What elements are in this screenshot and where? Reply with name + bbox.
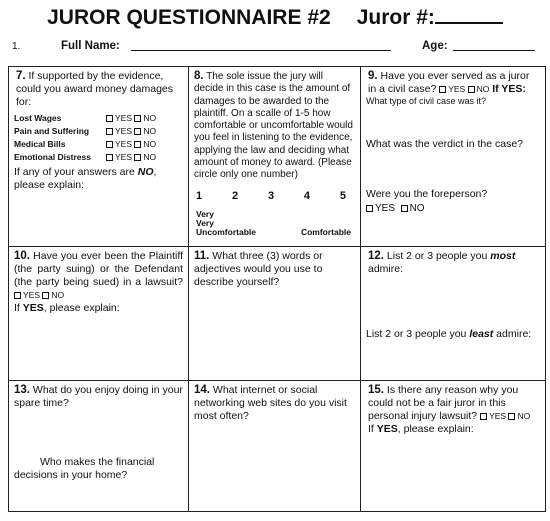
question-15: [361, 381, 545, 511]
damage-label: Lost Wages: [14, 113, 62, 123]
yes-label: YES: [23, 290, 41, 300]
q15-follow-pre: If: [368, 423, 377, 435]
q13-text2: Who makes the financial decisions in your home?: [14, 456, 155, 481]
no-label: NO: [409, 203, 425, 214]
q12-text2-emphasis: least: [469, 328, 494, 340]
checkbox-no[interactable]: [468, 86, 475, 93]
juror-number-field[interactable]: [435, 7, 503, 24]
checkbox-no[interactable]: [134, 128, 141, 135]
checkbox-yes[interactable]: [106, 128, 113, 135]
checkbox-no[interactable]: [42, 292, 49, 299]
checkbox-yes[interactable]: [14, 292, 21, 299]
damage-row: [14, 151, 183, 164]
scale-option[interactable]: 3: [267, 189, 275, 202]
questionnaire-grid: [8, 66, 546, 512]
checkbox-yes[interactable]: [106, 154, 113, 161]
damage-row: [14, 138, 183, 151]
q11-number: 11.: [194, 250, 210, 262]
question-11: [189, 247, 361, 381]
checkbox-no[interactable]: [134, 154, 141, 161]
scale-option[interactable]: 2: [231, 189, 239, 202]
page-title: [0, 6, 550, 30]
age-field[interactable]: [453, 50, 535, 51]
damage-label: Emotional Distress: [14, 152, 91, 162]
checkbox-yes[interactable]: [366, 205, 373, 212]
question-14: [189, 381, 361, 511]
q7-text: If supported by the evidence, could you award money damages for:: [16, 70, 174, 108]
no-label: NO: [143, 126, 157, 136]
checkbox-yes[interactable]: [439, 86, 446, 93]
yes-label: YES: [115, 139, 133, 149]
q13-text: What do you enjoy doing in your spare time?: [14, 384, 183, 409]
scale-low-label: Very Very Uncomfortable: [196, 208, 256, 237]
no-label: NO: [143, 113, 157, 123]
damage-label: Pain and Suffering: [14, 126, 90, 136]
q12-text2-post: admire:: [493, 328, 532, 340]
q8-number: 8.: [194, 70, 204, 82]
q9-foreperson-question: Were you the foreperson?: [366, 188, 488, 200]
q7-follow-up: If any of your answers are: [14, 166, 138, 178]
q7-follow-post: , please explain:: [14, 166, 157, 191]
yes-label: YES: [115, 113, 133, 123]
q9-if-yes: If YES:: [492, 83, 526, 95]
q9-number: 9.: [368, 70, 378, 82]
no-label: NO: [143, 139, 157, 149]
q13-number: 13.: [14, 384, 30, 396]
checkbox-no[interactable]: [401, 205, 408, 212]
q12-text-post: admire:: [368, 263, 404, 275]
q14-number: 14.: [194, 384, 210, 396]
yes-label: YES: [115, 152, 133, 162]
question-10: [9, 247, 189, 381]
checkbox-no[interactable]: [508, 413, 515, 420]
damage-label: Medical Bills: [14, 139, 66, 149]
age-label: Age:: [422, 40, 448, 52]
yes-label: YES: [448, 84, 466, 94]
title-text: JUROR QUESTIONNAIRE #2: [47, 6, 331, 29]
q15-text: Is there any reason why you could not be a fair juror in this personal injury lawsuit?: [368, 384, 519, 422]
damage-row: [14, 112, 183, 125]
q7-follow-emphasis: NO: [137, 166, 154, 178]
no-label: NO: [143, 152, 157, 162]
q7-number: 7.: [16, 70, 26, 82]
q10-follow-bold: YES: [22, 302, 44, 314]
q9-sub-question: What type of civil case was it?: [366, 96, 487, 106]
q12-text-pre: List 2 or 3 people you: [386, 250, 491, 262]
yes-label: YES: [489, 411, 507, 421]
scale-option[interactable]: 4: [303, 189, 311, 202]
yes-label: YES: [115, 126, 133, 136]
q10-number: 10.: [14, 250, 30, 262]
checkbox-yes[interactable]: [106, 115, 113, 122]
q10-follow-pre: If: [14, 302, 23, 314]
scale-option[interactable]: 5: [339, 189, 346, 202]
question-7: [9, 67, 189, 247]
question-8: [189, 67, 361, 247]
q10-follow-post: , please explain:: [43, 302, 120, 314]
q11-text: What three (3) words or adjectives would you use to describe yourself?: [194, 250, 323, 288]
full-name-field[interactable]: [131, 50, 391, 51]
q12-text2-pre: List 2 or 3 people you: [366, 328, 470, 340]
yes-label: YES: [375, 203, 396, 214]
q15-follow-bold: YES: [376, 423, 398, 435]
checkbox-no[interactable]: [134, 115, 141, 122]
q14-text: What internet or social networking web sites do you visit most often?: [194, 384, 347, 422]
juror-number-label: Juror #:: [356, 6, 435, 29]
scale-option[interactable]: 1: [196, 189, 203, 202]
question-9: [361, 67, 545, 247]
damage-row: [14, 125, 183, 138]
question-12: [361, 247, 545, 381]
no-label: NO: [476, 84, 490, 94]
q9-verdict-question: What was the verdict in the case?: [366, 138, 523, 150]
comfort-scale: [196, 190, 346, 202]
scale-high-label: Comfortable: [300, 226, 351, 237]
q12-number: 12.: [368, 250, 384, 262]
q8-text: The sole issue the jury will decide in this case is the amount of damages to be awarded to the plaintiff. On a scalle of 1-5 how comfortable or uncomfortable would you feel in listening to the evidence, applying the law and deciding what amount of money to award. (Please circle only one number): [194, 71, 353, 181]
q15-follow-post: , please explain:: [397, 423, 474, 435]
no-label: NO: [51, 290, 65, 300]
checkbox-yes[interactable]: [480, 413, 487, 420]
q12-text-emphasis: most: [490, 250, 516, 262]
q10-text: Have you ever been the Plaintiff (the party suing) or the Defendant (the party being sued) in a lawsuit?: [14, 250, 183, 288]
no-label: NO: [517, 411, 531, 421]
full-name-label: Full Name:: [61, 40, 120, 52]
q9-text: Have you ever served as a juror in a civil case?: [368, 70, 530, 95]
scale-labels: [194, 210, 355, 240]
q15-number: 15.: [368, 384, 384, 396]
item-number: 1.: [12, 41, 21, 52]
checkbox-yes[interactable]: [106, 141, 113, 148]
question-13: [9, 381, 189, 511]
checkbox-no[interactable]: [134, 141, 141, 148]
